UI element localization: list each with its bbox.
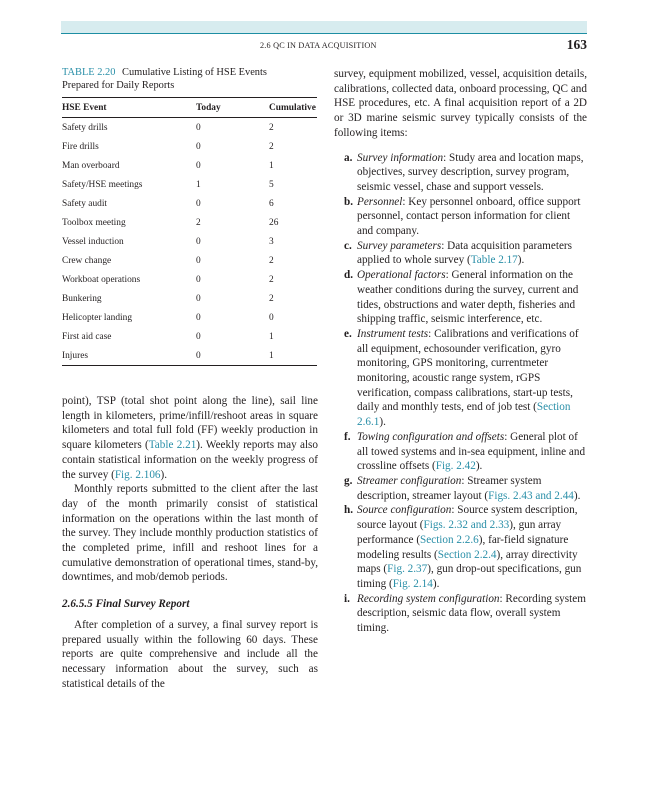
cell-cumulative: 1 [269,160,274,171]
item-text: : Study area and location maps, objectives, survey description, survey program, seismic vessel, chase and support vessels. [357,151,584,193]
cell-today: 0 [196,293,201,304]
cell-today: 0 [196,198,201,209]
running-title: 2.6 QC IN DATA ACQUISITION [260,41,377,50]
item-letter: i. [344,592,350,605]
text-run: ). [160,468,168,481]
table-row [62,251,317,270]
item-letter: g. [344,474,353,487]
left-column-text [62,394,318,691]
table-label: TABLE 2.20 [62,67,116,78]
table-row [62,327,317,346]
section-2-6-1-link[interactable]: Section 2.6.1 [357,401,571,429]
item-term: Towing configuration and offsets [357,430,505,443]
cell-cumulative: 5 [269,179,274,190]
cell-event: Man overboard [62,160,120,171]
item-letter: f. [344,430,351,443]
table-caption-line1: Cumulative Listing of HSE Events [122,67,267,78]
list-item [334,327,587,430]
item-term: Survey information [357,151,444,164]
text-run: point), TSP (total shot point along the line), sail line length in kilometers, prime/infill/reshoot areas in square kilometers and total full fold (FF) weekly production in square kilometers ( [62,395,318,452]
text-run: ). Weekly reports may also contain statistical information on the weekly progress of the survey ( [62,439,319,481]
cell-cumulative: 3 [269,236,274,247]
header-band [61,21,587,33]
item-text: : Data acquisition parameters applied to whole survey ( [357,239,572,267]
table-row [62,213,317,232]
list-item [334,195,587,239]
intro-paragraph: survey, equipment mobilized, vessel, acquisition details, calibrations, collected data, onboard processing, QC and HSE procedures, etc. A final acquisition report of a 2D or 3D marine seismic survey typically consists of the following items: [334,68,587,139]
column-header-event: HSE Event [62,98,196,118]
item-term: Recording system configuration [357,592,500,605]
fig-2-106-link[interactable]: Fig. 2.106 [114,468,161,481]
cell-event: Safety/HSE meetings [62,179,143,190]
table-caption [62,67,317,92]
table-2-21-link[interactable]: Table 2.21 [148,439,197,452]
cell-today: 2 [196,217,201,228]
cell-today: 0 [196,346,269,366]
list-item [334,151,587,195]
column-header-today: Today [196,98,269,118]
item-text: ). [573,489,581,502]
cell-cumulative: 2 [269,293,274,304]
hse-events-table [62,97,317,366]
cell-event: Crew change [62,255,112,266]
table-row [62,270,317,289]
cell-event: Injures [62,346,196,366]
table-row [62,232,317,251]
table-row [62,156,317,175]
item-letter: b. [344,195,354,208]
cell-cumulative: 0 [269,312,274,323]
cell-event: Bunkering [62,293,102,304]
table-row [62,194,317,213]
cell-today: 0 [196,236,201,247]
item-letter: h. [344,504,354,517]
cell-today: 1 [196,179,201,190]
cell-event: Safety audit [62,198,108,209]
item-text: : Recording system description, seismic data flow, overall system timing. [357,592,586,635]
report-items-list [334,151,587,636]
list-item [334,474,587,503]
cell-cumulative: 2 [269,122,274,133]
table-row [62,289,317,308]
item-text: ). [379,416,386,429]
item-text: ). [517,254,525,267]
cell-event: First aid case [62,331,112,342]
cell-event: Fire drills [62,141,99,152]
table-row [62,175,317,194]
item-letter: c. [344,239,352,252]
section-heading: 2.6.5.5 Final Survey Report [62,598,190,611]
item-text: ), far-field signature modeling results ( [357,533,569,561]
item-text: : Key personnel onboard, office support personnel, contact person information for client and company. [357,195,581,238]
right-column-text [334,67,587,636]
cell-cumulative: 2 [269,274,274,285]
weekly-report-paragraph [62,394,318,482]
cell-event: Vessel induction [62,236,124,247]
header-rule [61,33,587,34]
item-text: ), gun array performance ( [357,519,562,546]
table-row [62,137,317,156]
cell-cumulative: 2 [269,141,274,152]
item-text: ). [432,577,440,590]
figs-2-32-2-33-link[interactable]: Figs. 2.32 and 2.33 [423,519,510,532]
item-term: Personnel [357,195,403,208]
item-text: : General plot of all towed systems and in-sea equipment, inline and crossline offsets ( [357,430,586,473]
item-term: Source configuration [357,504,452,517]
section-2-2-4-link[interactable]: Section 2.2.4 [437,548,497,561]
cell-cumulative: 1 [269,346,317,366]
figs-2-43-2-44-link[interactable]: Figs. 2.43 and 2.44 [488,489,574,502]
cell-today: 0 [196,331,201,342]
list-item [334,268,587,327]
monthly-report-paragraph: Monthly reports submitted to the client after the last day of the month primarily consist of statistical information on the operations within the last month of the survey. They include monthly production statistics of the completed prime, infill and reshoot lines for a cumulative demonstration of operational times, stand-by, downtimes, and mob/demob periods. [62,483,318,584]
cell-event: Helicopter landing [62,312,133,323]
cell-cumulative: 26 [269,217,279,228]
item-term: Operational factors [357,269,446,282]
final-report-paragraph: After completion of a survey, a final survey report is prepared usually within the following 60 days. These reports are quite comprehensive and include all the necessary information about the survey, such as statistical details of the [62,618,318,690]
cell-today: 0 [196,255,201,266]
item-text: : Streamer system description, streamer layout ( [357,474,542,502]
cell-cumulative: 6 [269,198,274,209]
item-letter: d. [344,269,354,282]
table-caption-line2: Prepared for Daily Reports [62,79,175,91]
fig-2-42-link[interactable]: Fig. 2.42 [435,460,476,473]
item-letter: a. [344,151,353,164]
list-item [334,239,587,268]
table-row [62,346,317,366]
cell-today: 0 [196,274,201,285]
item-term: Instrument tests [357,327,429,340]
item-text: : Calibrations and verifications of all equipment, echosounder verification, gyro monitoring, GPS monitoring, currentmeter monitoring, acoustic range system, rGPS verification, compass calibrations, start-up tests, daily and monthly tests, end of job test ( [357,327,579,414]
item-text: : Source system description, source layout ( [357,504,578,532]
cell-cumulative: 1 [269,331,274,342]
item-term: Streamer configuration [357,474,462,487]
table-block [62,67,317,366]
section-2-2-6-link[interactable]: Section 2.2.6 [420,533,479,546]
item-letter: e. [344,327,352,340]
cell-today: 0 [196,160,201,171]
cell-today: 0 [196,312,201,323]
cell-event: Toolbox meeting [62,217,126,228]
item-text: : General information on the weather conditions during the survey, current and tides, obstructions and water depth, fisheries and shipping traffic, seismic interference, etc. [357,269,579,326]
table-row [62,308,317,327]
list-item [334,430,587,474]
table-2-17-link[interactable]: Table 2.17 [470,254,518,267]
item-text: ), array directivity maps ( [357,548,578,576]
cell-event: Safety drills [62,122,108,133]
item-text: ), gun drop-out specifications, gun timing ( [357,563,582,590]
cell-today: 0 [196,122,201,133]
column-header-cumulative: Cumulative [269,98,317,118]
list-item [334,503,587,591]
page-number: 163 [566,37,587,52]
fig-2-37-link[interactable]: Fig. 2.37 [387,563,428,576]
list-item [334,592,587,636]
item-term: Survey parameters [357,239,442,252]
table-header-row [62,98,317,118]
cell-today: 0 [196,141,201,152]
cell-event: Workboat operations [62,274,141,285]
item-text: ). [475,460,483,473]
cell-cumulative: 2 [269,255,274,266]
fig-2-14-link[interactable]: Fig. 2.14 [392,577,433,590]
table-row [62,118,317,138]
